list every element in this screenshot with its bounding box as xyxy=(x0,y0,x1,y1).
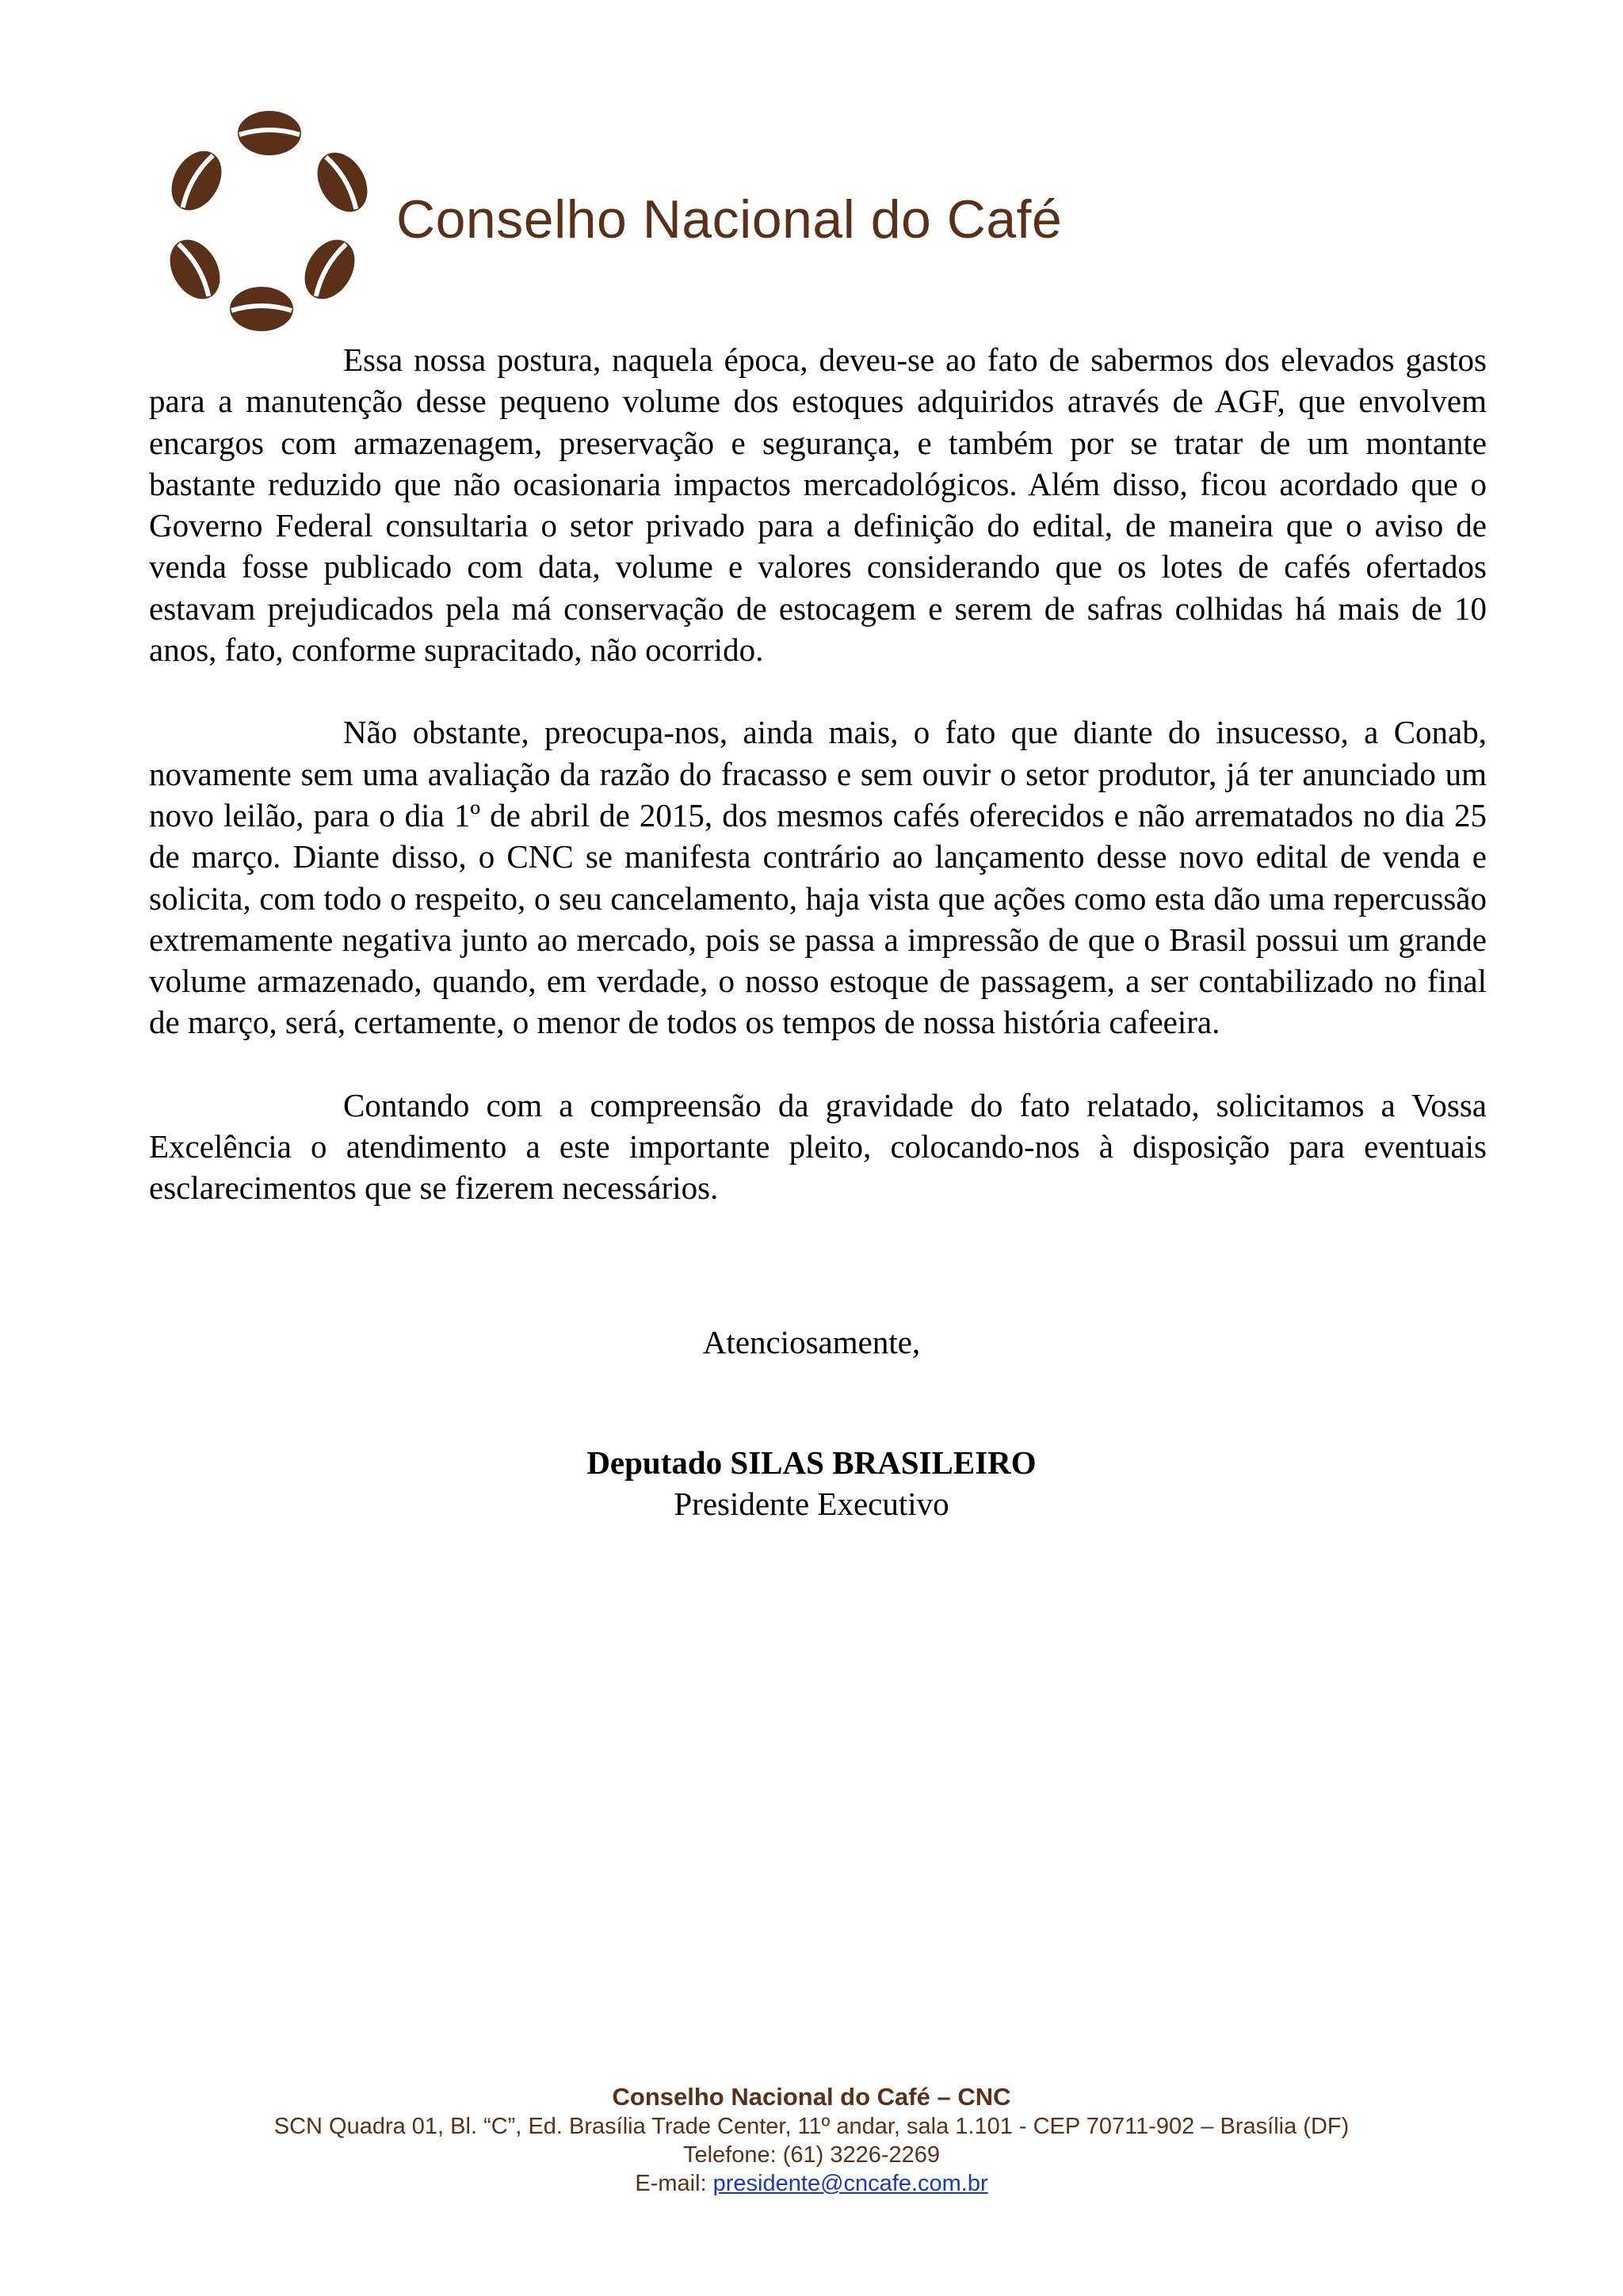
letter-body xyxy=(149,339,1487,1250)
footer-title: Conselho Nacional do Café – CNC xyxy=(612,2083,1011,2111)
signature-title: Presidente Executivo xyxy=(674,1486,949,1522)
paragraph-1: Essa nossa postura, naquela época, deveu-se ao fato de sabermos dos elevados gastos para a manutenção desse pequeno volume dos estoques adquiridos através de AGF, que envolvem encargos com armazenagem, preservação e segurança, e também por se tratar de um montante bastante reduzido que não ocasionaria impactos mercadológicos. Além disso, ficou acordado que o Governo Federal consultaria o setor privado para a definição do edital, de maneira que o aviso de venda fosse publicado com data, volume e valores considerando que os lotes de cafés ofertados estavam prejudicados pela má conservação de estocagem e serem de safras colhidas há mais de 10 anos, fato, conforme supracitado, não ocorrido. xyxy=(149,341,1487,669)
signature-name: Deputado SILAS BRASILEIRO xyxy=(586,1444,1037,1481)
footer-email-line xyxy=(0,2169,1623,2198)
signature-block xyxy=(0,1442,1623,1524)
paragraph-3: Contando com a compreensão da gravidade do fato relatado, solicitamos a Vossa Excelência o atendimento a este importante pleito, colocando-nos à disposição para eventuais esclarecimentos que se fizerem necessários. xyxy=(149,1086,1487,1207)
coffee-beans-logo-icon xyxy=(151,93,388,343)
footer-email-link[interactable]: presidente@cncafe.com.br xyxy=(712,2171,988,2196)
paragraph-2: Não obstante, preocupa-nos, ainda mais, o fato que diante do insucesso, a Conab, novamente sem uma avaliação da razão do fracasso e sem ouvir o setor produtor, já ter anunciado um novo leilão, para o dia 1º de abril de 2015, dos mesmos cafés oferecidos e não arrematados no dia 25 de março. Diante disso, o CNC se manifesta contrário ao lançamento desse novo edital de venda e solicita, com todo o respeito, o seu cancelamento, haja vista que ações como esta dão uma repercussão extremamente negativa junto ao mercado, pois se passa a impressão de que o Brasil possui um grande volume armazenado, quando, em verdade, o nosso estoque de passagem, a ser contabilizado no final de março, será, certamente, o menor de todos os tempos de nossa história cafeeira. xyxy=(149,714,1487,1041)
footer-address: SCN Quadra 01, Bl. “C”, Ed. Brasília Trade Center, 11º andar, sala 1.101 - CEP 70711-902 – Brasília (DF) xyxy=(273,2114,1350,2139)
organization-name: Conselho Nacional do Café xyxy=(396,189,1063,250)
footer-phone: Telefone: (61) 3226-2269 xyxy=(682,2142,941,2168)
footer-email-label: E-mail: xyxy=(635,2171,713,2196)
closing: Atenciosamente, xyxy=(702,1324,921,1360)
footer xyxy=(0,2082,1623,2198)
